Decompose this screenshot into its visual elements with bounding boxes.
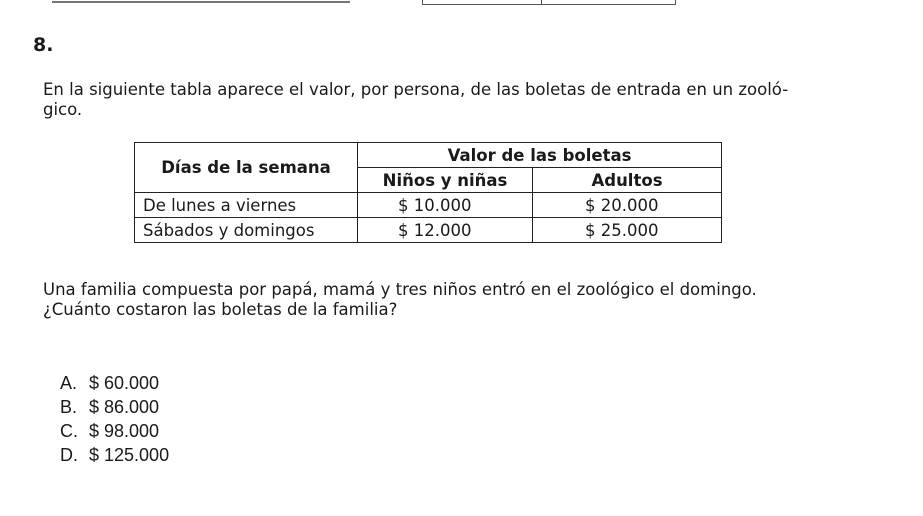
option-letter: C. <box>60 421 78 441</box>
row-day: De lunes a viernes <box>135 193 358 218</box>
table-row <box>135 193 722 218</box>
option-b[interactable] <box>60 395 169 419</box>
row-day: Sábados y domingos <box>135 218 358 243</box>
option-letter: D. <box>60 445 78 465</box>
question-body <box>43 280 885 320</box>
header-kids: Niños y niñas <box>358 168 533 193</box>
option-value: $ 125.000 <box>89 445 170 465</box>
header-ticket-values: Valor de las boletas <box>358 143 722 168</box>
option-value: $ 60.000 <box>89 373 160 393</box>
option-letter: B. <box>60 397 78 417</box>
question-intro <box>43 80 883 120</box>
option-c[interactable] <box>60 419 169 443</box>
row-adults-price: $ 25.000 <box>533 218 722 243</box>
row-kids-price: $ 10.000 <box>358 193 533 218</box>
header-adults: Adultos <box>533 168 722 193</box>
option-letter: A. <box>60 373 78 393</box>
table-row <box>135 218 722 243</box>
row-adults-price: $ 20.000 <box>533 193 722 218</box>
option-d[interactable] <box>60 443 169 467</box>
table-header-row <box>135 143 722 168</box>
question-intro-line-1: En la siguiente tabla aparece el valor, por persona, de las boletas de entrada en un zooló- <box>43 80 789 99</box>
previous-table-fragment <box>422 0 676 5</box>
previous-item-line <box>52 0 350 3</box>
header-days-of-week: Días de la semana <box>135 143 358 193</box>
answer-options <box>60 371 169 467</box>
question-body-line-1: Una familia compuesta por papá, mamá y tres niños entró en el zoológico el domingo. <box>43 280 757 299</box>
option-a[interactable] <box>60 371 169 395</box>
question-body-line-2: ¿Cuánto costaron las boletas de la familia? <box>43 300 398 319</box>
previous-table-divider <box>541 0 542 4</box>
question-intro-line-2: gico. <box>43 100 83 119</box>
ticket-price-table <box>134 142 722 243</box>
row-kids-price: $ 12.000 <box>358 218 533 243</box>
option-value: $ 86.000 <box>89 397 160 417</box>
option-value: $ 98.000 <box>89 421 160 441</box>
question-number: 8. <box>33 34 54 56</box>
